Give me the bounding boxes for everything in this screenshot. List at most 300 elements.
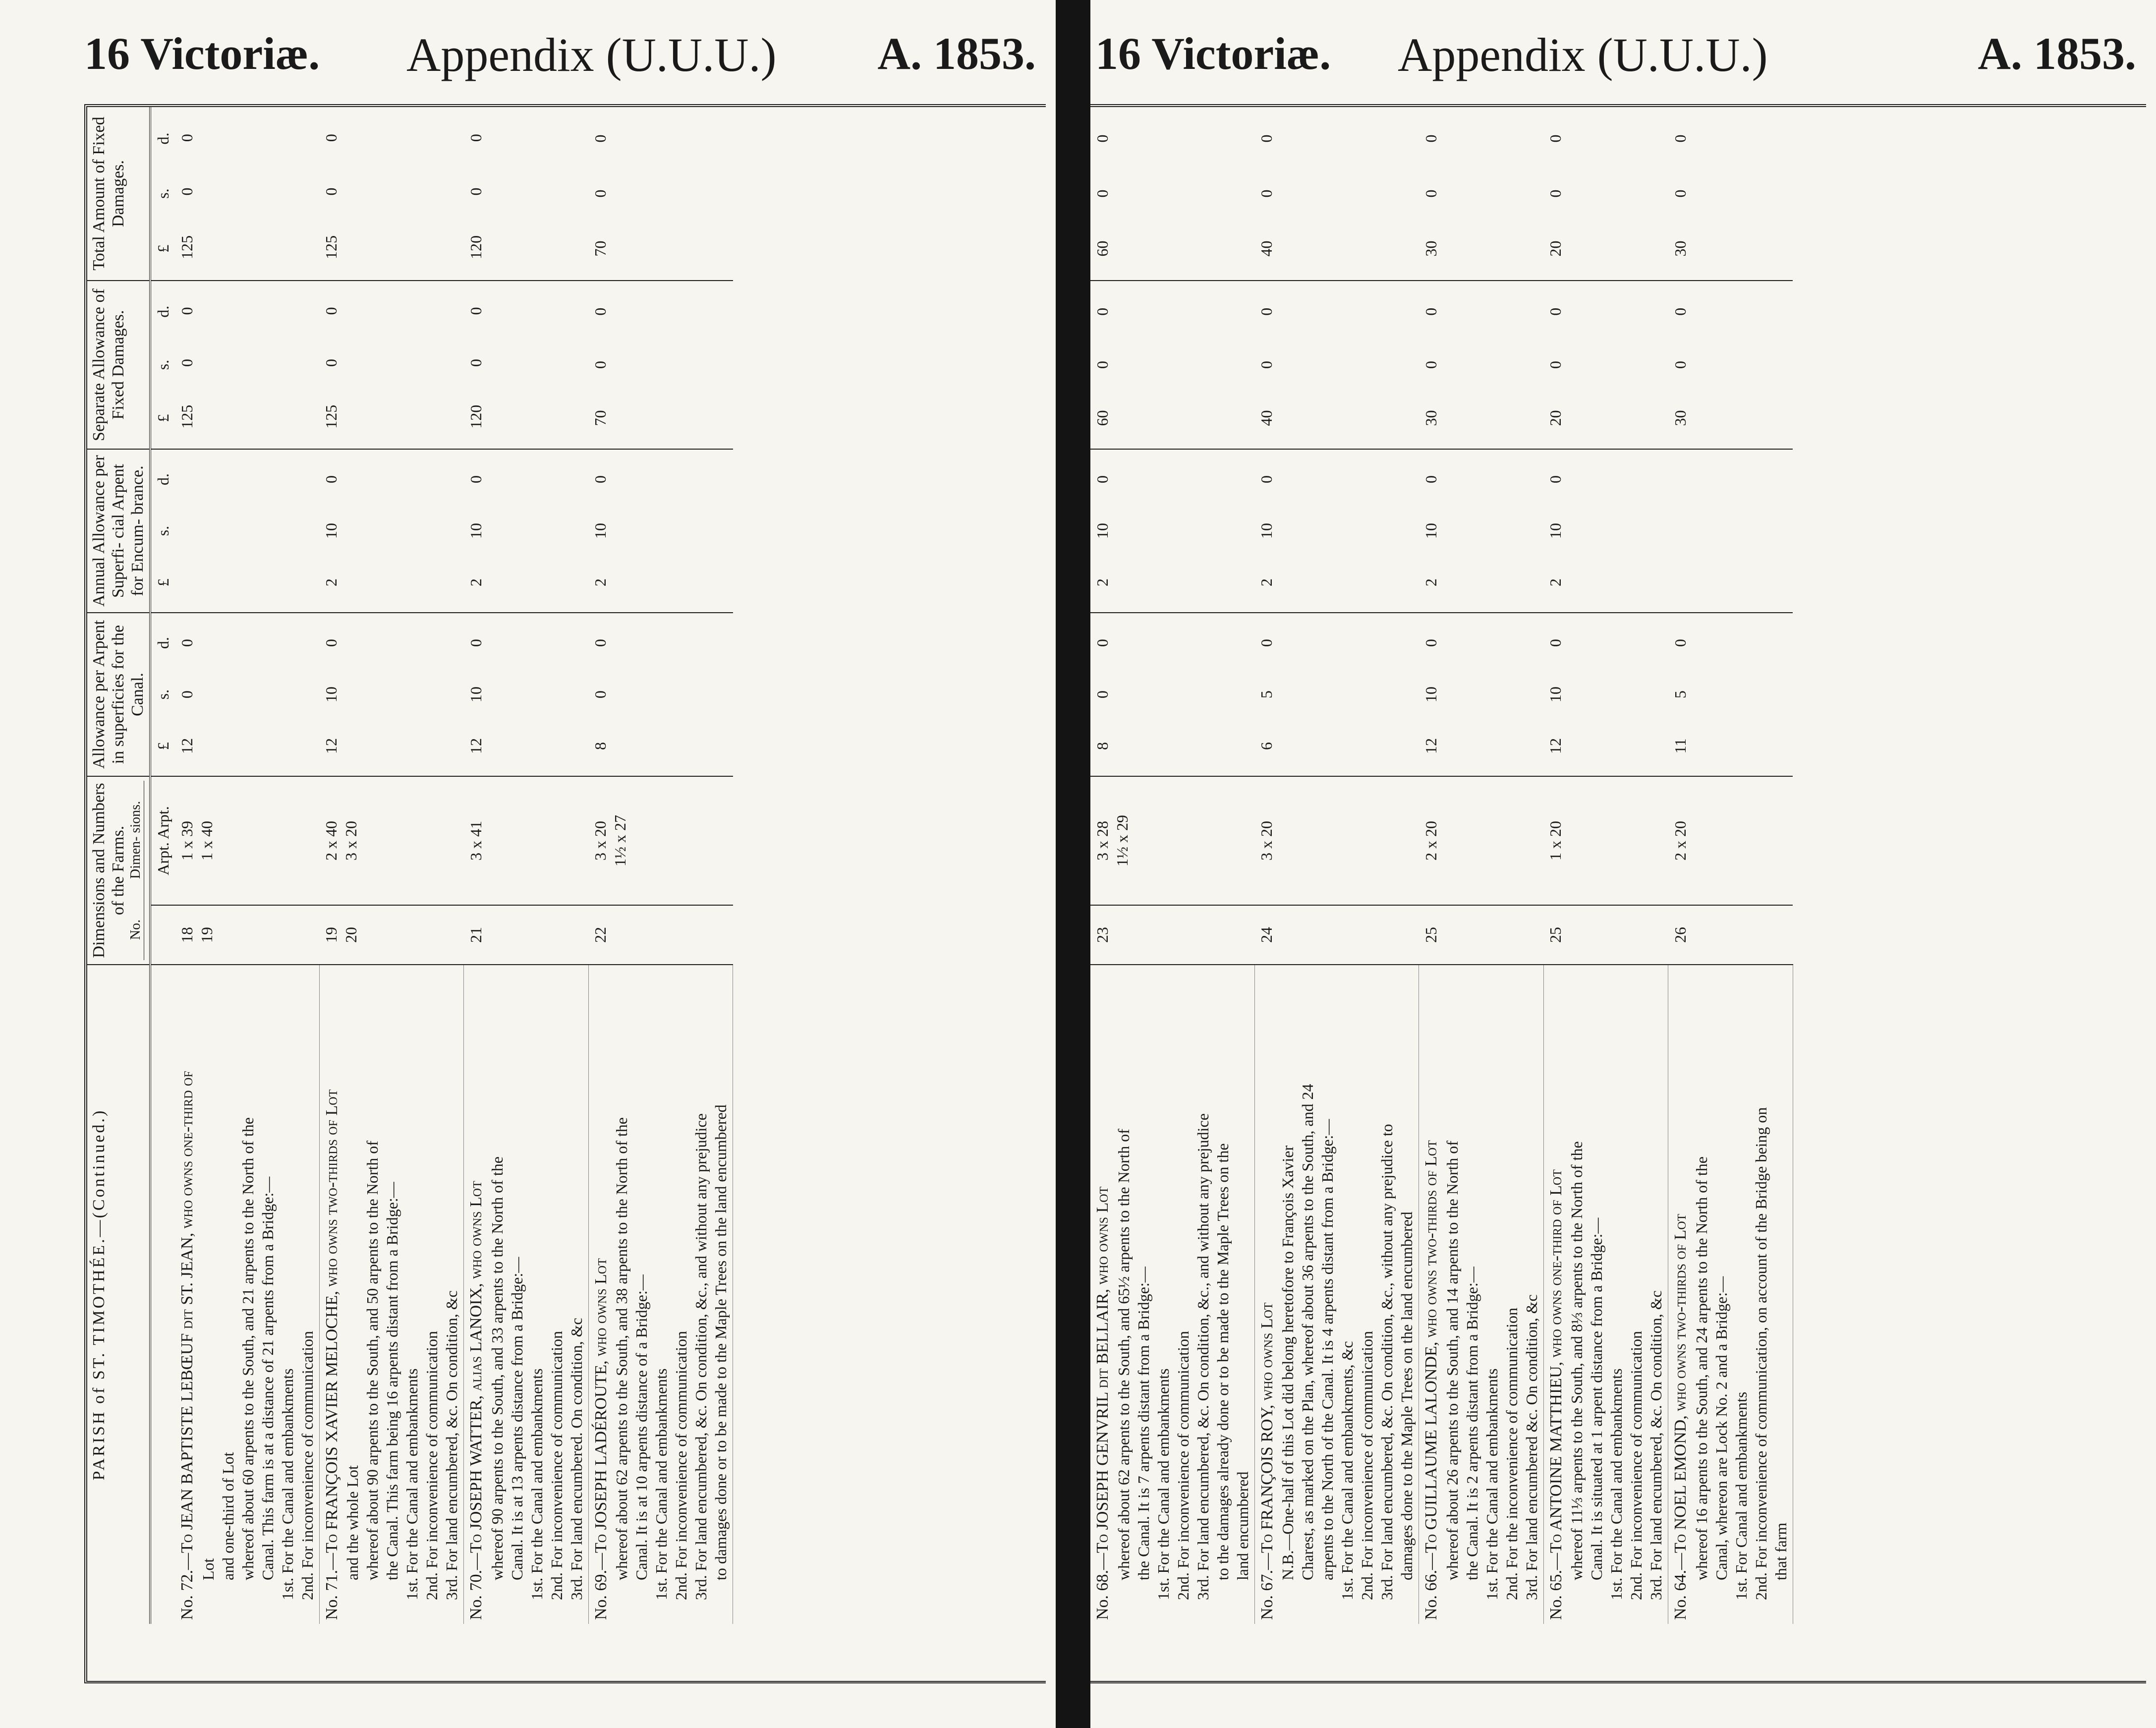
entry-heading — [1546, 969, 1567, 1620]
lot-number: 19 — [322, 927, 340, 943]
annual-cell — [1419, 449, 1544, 613]
entry-line: Canal. This farm is at a distance of 21 arpents from a Bridge:— — [258, 1176, 277, 1580]
allowance-header — [87, 613, 150, 776]
parish-title: PARISH of ST. TIMOTHÉE.—(Continued.) — [87, 965, 150, 1624]
entry-heading — [466, 969, 487, 1620]
allowance-shillings: 10 — [1546, 687, 1564, 702]
entry-number: No. 72.— — [178, 1553, 197, 1620]
entry-line: 2nd. For inconvenience of communication, on account of the Bridge being on — [1752, 1107, 1770, 1600]
separate-pounds: 30 — [1421, 410, 1440, 426]
allowance-pence: 0 — [1421, 639, 1440, 647]
entry-line: 3rd. For land encumbered. On condition, &c — [567, 1318, 585, 1600]
dimensions-cell — [464, 776, 589, 905]
table-row — [319, 107, 464, 1624]
total-cell — [319, 107, 464, 281]
entry-line: whereof about 90 arpents to the South, and 50 arpents to the North of — [363, 1141, 382, 1580]
no-label: No. — [128, 919, 144, 940]
right-rotated-table — [1090, 107, 2116, 1624]
annual-pence: 0 — [466, 475, 485, 483]
table-row — [1254, 107, 1419, 1624]
dimension-value: 3 x 20 — [1257, 821, 1275, 861]
entry-owner: To JEAN BAPTISTE LEBŒUF dit ST. JEAN, who owns one-third of — [178, 1071, 197, 1553]
entry-line: 3rd. For land encumbered, &c. On condition, &c., and without any prejudice — [692, 1113, 710, 1600]
allowance-pence: 0 — [178, 638, 196, 647]
entry-line: arpents to the North of the Canal. It is 4 arpents distant from a Bridge:— — [1318, 1119, 1336, 1580]
total-pence: 0 — [1546, 134, 1564, 143]
entry-line: 1st. For Canal and embankments — [1732, 1391, 1750, 1600]
appendix-label: Appendix (U.U.U.) — [1398, 28, 1768, 81]
entry-line: N.B.—One-half of this Lot did belong heretofore to François Xavier — [1279, 1145, 1297, 1580]
entry-heading — [177, 969, 198, 1620]
entry-owner: To ANTOINE MATTHIEU, who owns one-third of Lot — [1546, 1169, 1565, 1553]
entry-line: 2nd. For inconvenience of communication — [298, 1331, 316, 1600]
entry-owner: To NOEL EMOND, who owns two-thirds of Lot — [1671, 1213, 1690, 1553]
separate-shillings: 0 — [178, 359, 196, 367]
entry-heading — [1257, 969, 1278, 1620]
entry-line: Canal. It is situated at 1 arpent distance from a Bridge:— — [1588, 1217, 1605, 1580]
entry-number: No. 68.— — [1093, 1553, 1112, 1620]
separate-pence: 0 — [322, 307, 340, 315]
allowance-cell — [319, 613, 464, 776]
separate-pounds: 70 — [591, 410, 610, 426]
lot-number-cell — [1419, 905, 1544, 965]
lot-number-cell — [588, 905, 733, 965]
annual-pounds: 2 — [466, 578, 485, 586]
entry-number: No. 70.— — [467, 1553, 486, 1620]
dimensions-cell — [1543, 776, 1668, 905]
entry-line: 2nd. For inconvenience of communication — [1627, 1331, 1645, 1600]
separate-pence: 0 — [466, 307, 485, 315]
annual-shillings: 10 — [1257, 523, 1275, 539]
right-page — [1090, 0, 2156, 1728]
entry-description — [1090, 965, 1254, 1624]
entry-line: 2nd. For the inconvenience of communication — [1502, 1307, 1521, 1600]
entry-description — [1254, 965, 1419, 1624]
annual-pence: 0 — [1421, 475, 1440, 483]
dimension-value: 1½ x 27 — [611, 815, 629, 866]
entry-line: 3rd. For land encumbered, &c. On condition, &c., without any prejudice to — [1378, 1124, 1396, 1600]
entry-line: 2nd. For inconvenience of communication — [1358, 1331, 1376, 1600]
allowance-shillings: 5 — [1257, 691, 1275, 698]
total-pence: 0 — [178, 134, 196, 142]
entry-line: the Canal. It is 7 arpents distant from a Bridge:— — [1134, 1267, 1152, 1580]
annual-cell — [588, 449, 733, 613]
left-page-header — [0, 27, 1056, 92]
total-pounds: 30 — [1421, 240, 1440, 257]
entry-line: to damages done or to be made to the Maple Trees on the land encumbered — [712, 1104, 730, 1580]
annual-cell — [1254, 449, 1419, 613]
pence-symbol: d. — [154, 132, 172, 145]
total-shillings: 0 — [1546, 189, 1564, 198]
annual-pounds: 2 — [1257, 578, 1275, 586]
pound-symbol: £ — [154, 244, 172, 253]
dimension-value: 2 x 20 — [1671, 821, 1689, 861]
dimension-value: 1 x 40 — [198, 821, 216, 861]
dimensions-label: Dimen- sions. — [128, 801, 144, 879]
entry-heading — [322, 969, 343, 1620]
entry-line: and the whole Lot — [343, 1465, 362, 1580]
total-cell — [175, 107, 319, 281]
dimension-value: 2 x 40 — [322, 821, 340, 861]
annual-allowance-header — [87, 449, 150, 613]
total-cell — [1419, 107, 1544, 281]
allowance-pounds: 8 — [591, 742, 610, 750]
separate-pence: 0 — [1546, 307, 1564, 316]
left-entries — [175, 107, 733, 1624]
allowance-cell — [464, 613, 589, 776]
dimensions-cell — [1090, 776, 1254, 905]
entry-line: 3rd. For land encumbered, &c. On condition, &c., and without any prejudice — [1193, 1113, 1212, 1600]
annual-shillings: 10 — [1421, 523, 1440, 539]
allowance-pounds: 11 — [1671, 738, 1689, 754]
allowance-pence: 0 — [1093, 639, 1111, 647]
separate-pounds: 20 — [1546, 410, 1564, 426]
total-pounds: 70 — [591, 240, 610, 257]
table-row — [464, 107, 589, 1624]
dimension-value: 3 x 20 — [342, 821, 360, 861]
annual-shillings: 10 — [1093, 523, 1111, 539]
entry-owner: To JOSEPH GENVRIL dit BELLAIR, who owns Lot — [1093, 1186, 1112, 1553]
right-entries — [1090, 107, 1793, 1624]
separate-cell — [1090, 281, 1254, 449]
annual-pence: 0 — [322, 475, 340, 483]
right-page-header — [1090, 27, 2156, 92]
separate-shillings: 0 — [322, 359, 340, 367]
allowance-pounds: 12 — [1421, 738, 1440, 754]
entry-owner: To FRANÇOIS ROY, who owns Lot — [1257, 1302, 1276, 1553]
entry-line: 3rd. For land encumbered, &c. On condition, &c — [1647, 1290, 1665, 1600]
allowance-cell — [1090, 613, 1254, 776]
dimension-value: 1 x 39 — [178, 821, 196, 861]
entry-line: Canal. It is at 13 arpents distance from a Bridge:— — [508, 1257, 526, 1580]
pound-symbol: £ — [154, 578, 172, 586]
left-ledger-table — [87, 107, 733, 1624]
total-shillings: 0 — [1257, 189, 1275, 198]
total-pence: 0 — [322, 134, 340, 142]
dimension-value: 3 x 20 — [591, 821, 610, 861]
annual-pence: 0 — [1257, 475, 1275, 483]
annual-pence: 0 — [1546, 475, 1564, 483]
total-pounds: 40 — [1257, 240, 1275, 257]
allowance-pence: 0 — [1257, 639, 1275, 647]
entry-line: whereof about 62 arpents to the South, and 38 arpents to the North of the — [613, 1117, 631, 1580]
separate-cell — [464, 281, 589, 449]
lot-number: 26 — [1671, 927, 1689, 943]
shilling-symbol: s. — [154, 188, 172, 199]
lot-number-cell — [1543, 905, 1668, 965]
entry-line: 1st. For the Canal and embankments — [652, 1368, 671, 1600]
table-row — [175, 107, 319, 1624]
allowance-pence: 0 — [1671, 639, 1689, 647]
dimension-value: 3 x 28 — [1093, 821, 1111, 861]
entry-owner: To FRANÇOIS XAVIER MELOCHE, who owns two-thirds of Lot — [322, 1089, 341, 1553]
entry-line: Canal, whereon are Lock No. 2 and a Bridge:— — [1712, 1276, 1730, 1580]
pound-symbol: £ — [154, 414, 172, 422]
entry-description — [1419, 965, 1544, 1624]
annual-shillings: 10 — [322, 522, 340, 539]
entry-line: 1st. For the Canal and embankments — [527, 1368, 546, 1600]
entry-owner: To GUILLAUME LALONDE, who owns two-thirds of Lot — [1422, 1140, 1440, 1553]
lot-number-cell — [1254, 905, 1419, 965]
separate-pounds: 60 — [1093, 410, 1111, 426]
entry-number: No. 64.— — [1671, 1553, 1690, 1620]
entry-line: 1st. For the Canal and embankments — [1607, 1368, 1625, 1600]
entry-line: whereof 11⅓ arpents to the South, and 8⅓ arpents to the North of the — [1568, 1141, 1586, 1580]
total-pounds: 20 — [1546, 240, 1564, 257]
table-row — [588, 107, 733, 1624]
separate-shillings: 0 — [1671, 361, 1689, 369]
entry-heading — [591, 969, 612, 1620]
total-shillings: 0 — [466, 187, 485, 196]
entry-number: No. 69.— — [591, 1553, 610, 1620]
entry-line: 1st. For the Canal and embankments — [278, 1368, 296, 1600]
dimensions-cell — [1419, 776, 1544, 905]
allowance-pounds: 12 — [178, 738, 196, 754]
entry-line: land encumbered — [1233, 1471, 1251, 1580]
entry-line: 1st. For the Canal and embankments — [1482, 1368, 1501, 1600]
total-pence: 0 — [591, 134, 610, 143]
allowance-shillings: 5 — [1671, 691, 1689, 698]
arpt-units: Arpt. Arpt. — [150, 776, 175, 905]
entry-line: the Canal. This farm being 16 arpents distant from a Bridge:— — [383, 1182, 401, 1580]
entry-line: 1st. For the Canal and embankments — [403, 1368, 421, 1600]
lot-number: 23 — [1093, 927, 1111, 943]
allowance-cell — [1668, 613, 1793, 776]
allowance-cell — [175, 613, 319, 776]
separate-pence: 0 — [1421, 307, 1440, 316]
total-pounds: 125 — [322, 235, 340, 259]
annual-shillings: 10 — [591, 522, 610, 539]
left-table-frame — [84, 104, 1046, 1683]
separate-cell — [319, 281, 464, 449]
separate-pence: 0 — [591, 307, 610, 316]
separate-cell — [1543, 281, 1668, 449]
pence-symbol: d. — [154, 305, 172, 318]
dimensions-cell — [175, 776, 319, 905]
total-pence: 0 — [1421, 134, 1440, 143]
lot-number: 20 — [342, 927, 360, 943]
dimension-value: 1 x 20 — [1546, 821, 1564, 861]
annual-pounds: 2 — [1546, 578, 1564, 586]
entry-description — [588, 965, 733, 1624]
allowance-shillings: 10 — [466, 686, 485, 702]
entry-line: 2nd. For inconvenience of communication — [547, 1331, 566, 1600]
dimensions-cell — [319, 776, 464, 905]
lot-number-cell — [464, 905, 589, 965]
total-pence: 0 — [1093, 134, 1111, 143]
shilling-symbol: s. — [154, 359, 172, 370]
entry-line: damages done to the Maple Trees on the land encumbered — [1398, 1211, 1416, 1580]
total-cell — [1543, 107, 1668, 281]
annual-cell — [464, 449, 589, 613]
entry-line: whereof about 26 arpents to the South, and 14 arpents to the North of — [1443, 1141, 1461, 1580]
separate-cell — [1254, 281, 1419, 449]
dimension-value: 1½ x 29 — [1113, 815, 1131, 866]
total-shillings: 0 — [1671, 189, 1689, 198]
shilling-symbol: s. — [154, 689, 172, 700]
entry-owner: To JOSEPH LADÉROUTE, who owns Lot — [591, 1258, 610, 1553]
lot-number: 18 — [178, 927, 196, 943]
entry-line: and one-third of Lot — [219, 1452, 237, 1580]
reign-label: 16 Victoriæ. — [84, 28, 320, 79]
separate-cell — [1419, 281, 1544, 449]
allowance-cell — [588, 613, 733, 776]
allowance-pence: 0 — [322, 638, 340, 647]
total-amount-header — [87, 107, 150, 281]
allowance-cell — [1419, 613, 1544, 776]
separate-pence: 0 — [1671, 307, 1689, 316]
appendix-label: Appendix (U.U.U.) — [406, 28, 777, 81]
total-pounds: 30 — [1671, 240, 1689, 257]
annual-cell — [1090, 449, 1254, 613]
entry-line: whereof about 62 arpents to the South, and 65½ arpents to the North of — [1114, 1129, 1133, 1580]
lot-number: 25 — [1546, 927, 1564, 943]
dimension-value: 2 x 20 — [1421, 821, 1440, 861]
annual-cell — [1543, 449, 1668, 613]
total-pounds: 60 — [1093, 240, 1111, 257]
total-cell — [588, 107, 733, 281]
entry-description — [1543, 965, 1668, 1624]
separate-pounds: 40 — [1257, 410, 1275, 426]
dimensions-cell — [1254, 776, 1419, 905]
shilling-symbol: s. — [154, 525, 172, 536]
lot-number: 25 — [1421, 927, 1440, 943]
entry-heading — [1670, 969, 1692, 1620]
lot-number: 21 — [466, 927, 485, 943]
year-label: A. 1853. — [1978, 28, 2136, 79]
lot-number: 19 — [198, 927, 216, 943]
annual-shillings: 10 — [466, 522, 485, 539]
entry-description — [464, 965, 589, 1624]
allowance-pounds: 6 — [1257, 742, 1275, 750]
entry-number: No. 67.— — [1257, 1553, 1276, 1620]
separate-pence: 0 — [1093, 307, 1111, 316]
allowance-pounds: 12 — [322, 738, 340, 754]
separate-cell — [175, 281, 319, 449]
separate-pounds: 120 — [466, 404, 485, 429]
entry-line: whereof 16 arpents to the South, and 24 arpents to the North of the — [1692, 1156, 1710, 1580]
entry-line: that farm — [1771, 1522, 1790, 1580]
total-pence: 0 — [1257, 134, 1275, 143]
lot-number: 22 — [591, 927, 610, 943]
dimensions-numbers-header — [87, 776, 150, 965]
separate-pounds: 30 — [1671, 410, 1689, 426]
separate-shillings: 0 — [466, 359, 485, 367]
annual-pounds: 2 — [322, 578, 340, 586]
entry-line: 1st. For the Canal and embankments — [1154, 1368, 1172, 1600]
entry-line: whereof 90 arpents to the South, and 33 arpents to the North of the — [488, 1156, 506, 1580]
separate-shillings: 0 — [1421, 361, 1440, 369]
lot-number: 24 — [1257, 927, 1275, 943]
separate-shillings: 0 — [1257, 361, 1275, 369]
allowance-cell — [1254, 613, 1419, 776]
allowance-cell — [1543, 613, 1668, 776]
total-cell — [1254, 107, 1419, 281]
separate-pence: 0 — [178, 307, 196, 315]
total-cell — [1090, 107, 1254, 281]
separate-cell — [588, 281, 733, 449]
annual-pounds: 2 — [591, 578, 610, 586]
entry-line: 2nd. For inconvenience of communication — [423, 1331, 441, 1600]
lot-number-cell — [1668, 905, 1793, 965]
total-cell — [1668, 107, 1793, 281]
separate-pence: 0 — [1257, 307, 1275, 316]
left-page — [0, 0, 1056, 1728]
entry-heading — [1421, 969, 1442, 1620]
year-label: A. 1853. — [877, 28, 1036, 79]
total-amount-label: Total Amount of Fixed Damages. — [90, 116, 128, 271]
annual-pence: 0 — [1093, 475, 1111, 483]
total-pence: 0 — [466, 134, 485, 142]
table-row — [1419, 107, 1544, 1624]
dimensions-numbers-label: Dimensions and Numbers of the Farms. — [90, 783, 128, 958]
entry-description — [319, 965, 464, 1624]
entry-line: to the damages already done or to be made to the Maple Trees on the — [1213, 1143, 1232, 1580]
separate-pounds: 125 — [178, 404, 196, 429]
lot-number-cell — [175, 905, 319, 965]
dimensions-cell — [588, 776, 733, 905]
pound-symbol: £ — [154, 742, 172, 750]
entry-number: No. 65.— — [1546, 1553, 1565, 1620]
right-table-frame — [1090, 104, 2146, 1683]
annual-pounds: 2 — [1093, 578, 1111, 586]
entry-number: No. 66.— — [1422, 1553, 1440, 1620]
entry-line: Canal. It is at 10 arpents distance of a Bridge:— — [632, 1274, 651, 1580]
allowance-shillings: 0 — [178, 690, 196, 698]
entry-line: 2nd. For inconvenience of communication — [672, 1331, 690, 1600]
separate-shillings: 0 — [1093, 361, 1111, 369]
entry-line: Charest, as marked on the Plan, whereof about 36 arpents to the South, and 24 — [1299, 1084, 1316, 1580]
separate-shillings: 0 — [591, 361, 610, 369]
entry-line: the Canal. It is 2 arpents distant from a Bridge:— — [1463, 1267, 1481, 1580]
separate-allowance-header — [87, 281, 150, 449]
pence-symbol: d. — [154, 473, 172, 485]
allowance-pounds: 8 — [1093, 742, 1111, 750]
separate-shillings: 0 — [1546, 361, 1564, 369]
entry-line: 3rd. For land encumbered &c. On condition, &c — [1522, 1294, 1540, 1600]
annual-cell — [1668, 449, 1793, 613]
allowance-pounds: 12 — [1546, 738, 1564, 754]
entry-line: Lot — [199, 1558, 217, 1580]
total-shillings: 0 — [591, 189, 610, 198]
left-rotated-table — [87, 107, 1044, 1624]
total-shillings: 0 — [1093, 189, 1111, 198]
lot-number-cell — [1090, 905, 1254, 965]
annual-shillings: 10 — [1546, 523, 1564, 539]
total-cell — [464, 107, 589, 281]
annual-pence: 0 — [591, 475, 610, 483]
entry-line: 2nd. For inconvenience of communication — [1174, 1331, 1192, 1600]
separate-allowance-label: Separate Allowance of Fixed Damages. — [90, 288, 128, 441]
allowance-shillings: 0 — [1093, 691, 1111, 698]
dimensions-cell — [1668, 776, 1793, 905]
total-shillings: 0 — [322, 187, 340, 196]
entry-description — [1668, 965, 1793, 1624]
separate-cell — [1668, 281, 1793, 449]
table-row — [1543, 107, 1668, 1624]
annual-pounds: 2 — [1421, 578, 1440, 586]
entry-description — [175, 965, 319, 1624]
annual-cell — [319, 449, 464, 613]
lot-number-cell — [319, 905, 464, 965]
reign-label: 16 Victoriæ. — [1095, 28, 1331, 79]
allowance-pence: 0 — [591, 638, 610, 647]
total-pounds: 125 — [178, 235, 196, 259]
annual-allowance-label: Annual Allowance per Superfi- cial Arpent for Encum- brance. — [90, 455, 147, 607]
allowance-shillings: 0 — [591, 690, 610, 698]
allowance-shillings: 10 — [1421, 687, 1440, 702]
separate-pounds: 125 — [322, 404, 340, 429]
